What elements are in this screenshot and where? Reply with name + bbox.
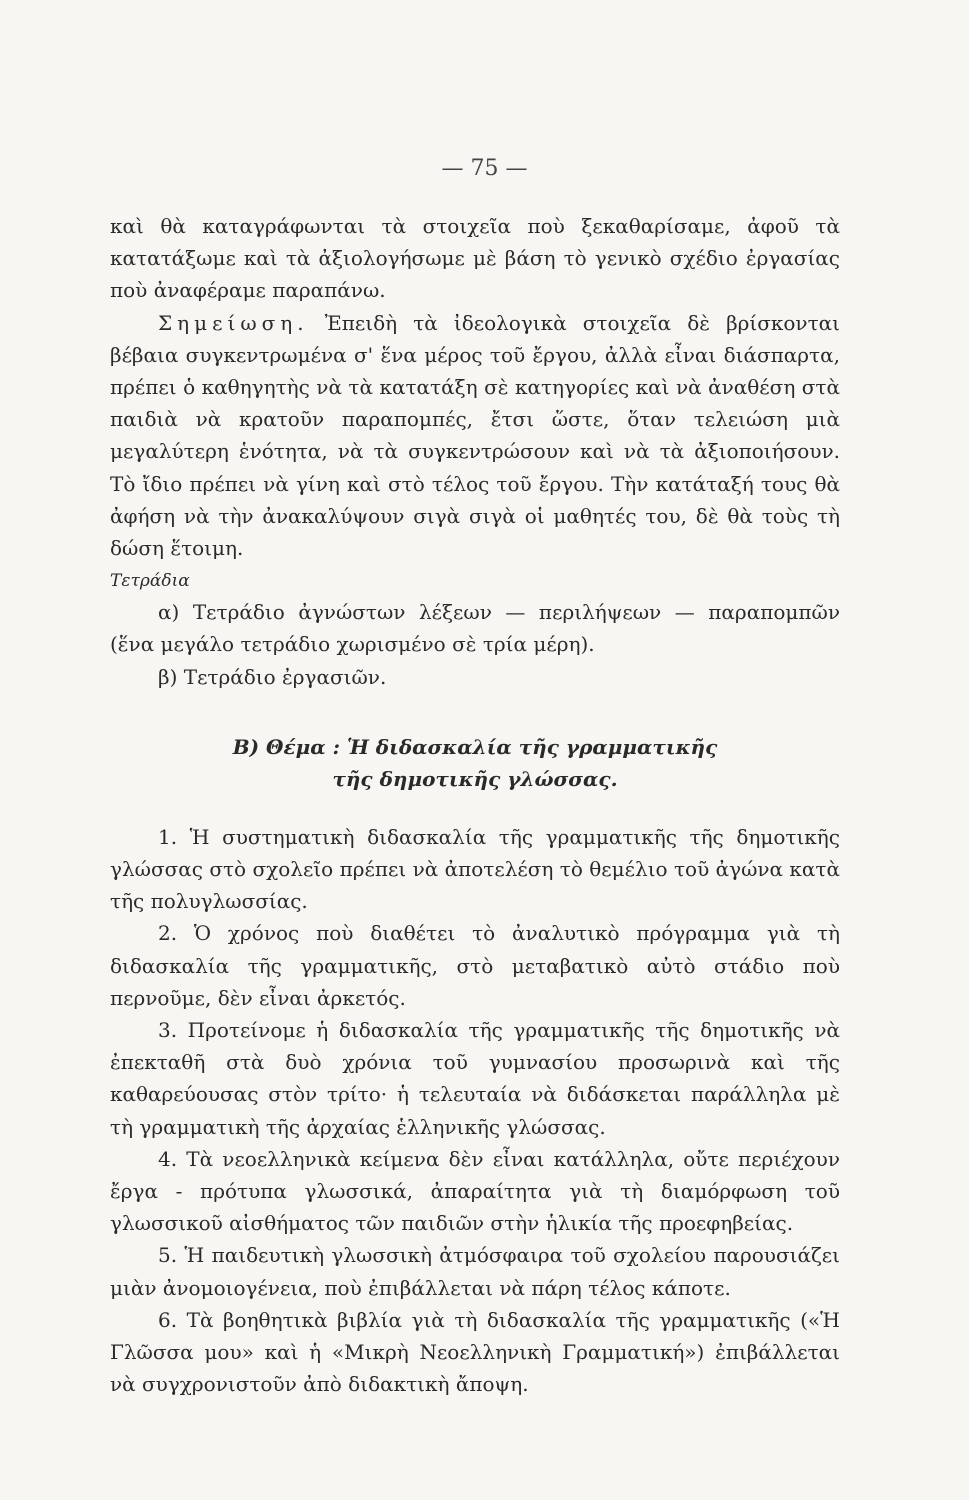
notebook-item-b: β) Τετράδιο ἐργασιῶν. xyxy=(158,664,387,689)
note-text: Ἐπειδὴ τὰ ἰδεολογικὰ στοιχεῖα δὲ βρίσκονται βέβαια συγκεντρωμένα σ' ἕνα μέρος τοῦ ἔργου, ἀλλὰ εἶναι διάσπαρτα, πρέπει ὁ καθηγητὴς νὰ τὰ κατατάξη σὲ κατηγορίες καὶ νὰ ἀναθέση στὰ παιδιὰ νὰ κρατοῦν παραπομπές, ἔτσι ὥστε, ὅταν τελειώση μιὰ μεγαλύτερη ἑνότητα, νὰ τὰ συγκεντρώσουν καὶ νὰ τὰ ἀξιοποιήσουν. Τὸ ἴδιο πρέπει νὰ γίνη καὶ στὸ τέλος τοῦ ἔργου. Τὴν κατάταξή τους θὰ ἀφήση νὰ τὴν ἀνακαλύψουν σιγὰ σιγὰ οἱ μαθητές του, δὲ θὰ τοὺς τὴ δώση ἕτοιμη. xyxy=(110,310,840,561)
note-paragraph xyxy=(110,307,840,565)
list-item: 4. Τὰ νεοελληνικὰ κείμενα δὲν εἶναι κατάλληλα, οὔτε περιέχουν ἔργα - πρότυπα γλωσσικά, ἀπαραίτητα γιὰ τὴ διαμόρφωση τοῦ γλωσσικοῦ αἰσθήματος τῶν παιδιῶν στὴν ἡλικία τῆς προεφηβείας. xyxy=(110,1146,840,1236)
section-heading-line-2: τῆς δημοτικῆς γλώσσας. xyxy=(332,766,618,791)
list-item: 5. Ἡ παιδευτικὴ γλωσσικὴ ἀτμόσφαιρα τοῦ σχολείου παρουσιάζει μιὰν ἀνομοιογένεια, ποὺ ἐπιβάλλεται νὰ πάρη τέλος κάποτε. xyxy=(110,1243,840,1300)
note-label: Σημείωση. xyxy=(158,310,309,335)
list-item: 2. Ὁ χρόνος ποὺ διαθέτει τὸ ἀναλυτικὸ πρόγραμμα γιὰ τὴ διδασκαλία τῆς γραμματικῆς, στὸ μεταβατικὸ αὐτὸ στάδιο ποὺ περνοῦμε, δὲν εἶναι ἀρκετός. xyxy=(110,921,840,1010)
notebooks-label: Τετράδια xyxy=(110,571,190,592)
page-body xyxy=(110,210,840,1401)
section-heading-line-1: Β) Θέμα : Ἡ διδασκαλία τῆς γραμματικῆς xyxy=(232,734,718,759)
list-item: 3. Προτείνομε ἡ διδασκαλία τῆς γραμματικῆς τῆς δημοτικῆς νὰ ἐπεκταθῆ στὰ δυὸ χρόνια τοῦ γυμνασίου προσωρινὰ καὶ τῆς καθαρεύουσας στὸν τρίτο· ἡ τελευταία νὰ διδάσκεται παράλληλα μὲ τὴ γραμματικὴ τῆς ἀρχαίας ἑλληνικῆς γλώσσας. xyxy=(110,1018,840,1139)
notebook-item-a: α) Τετράδιο ἀγνώστων λέξεων — περιλήψεων — παραπομπῶν (ἕνα μεγάλο τετράδιο χωρισμένο σὲ τρία μέρη). xyxy=(110,600,840,657)
list-item: 6. Τὰ βοηθητικὰ βιβλία γιὰ τὴ διδασκαλία τῆς γραμματικῆς («Ἡ Γλῶσσα μου» καὶ ἡ «Μικρὴ Νεοελληνικὴ Γραμματική») ἐπιβάλλεται νὰ συγχρονιστοῦν ἀπὸ διδακτικὴ ἄποψη. xyxy=(110,1307,840,1397)
paragraph-continuation: καὶ θὰ καταγράφωνται τὰ στοιχεῖα ποὺ ξεκαθαρίσαμε, ἀφοῦ τὰ κατατάξωμε καὶ τὰ ἀξιολογήσωμε μὲ βάση τὸ γενικὸ σχέδιο ἐργασίας ποὺ ἀναφέραμε παραπάνω. xyxy=(110,214,840,303)
section-heading xyxy=(110,731,840,795)
page-number: — 75 — xyxy=(441,156,528,181)
list-item: 1. Ἡ συστηματικὴ διδασκαλία τῆς γραμματικῆς τῆς δημοτικῆς γλώσσας στὸ σχολεῖο πρέπει νὰ ἀποτελέση τὸ θεμέλιο τοῦ ἀγώνα κατὰ τῆς πολυγλωσσίας. xyxy=(110,824,840,914)
